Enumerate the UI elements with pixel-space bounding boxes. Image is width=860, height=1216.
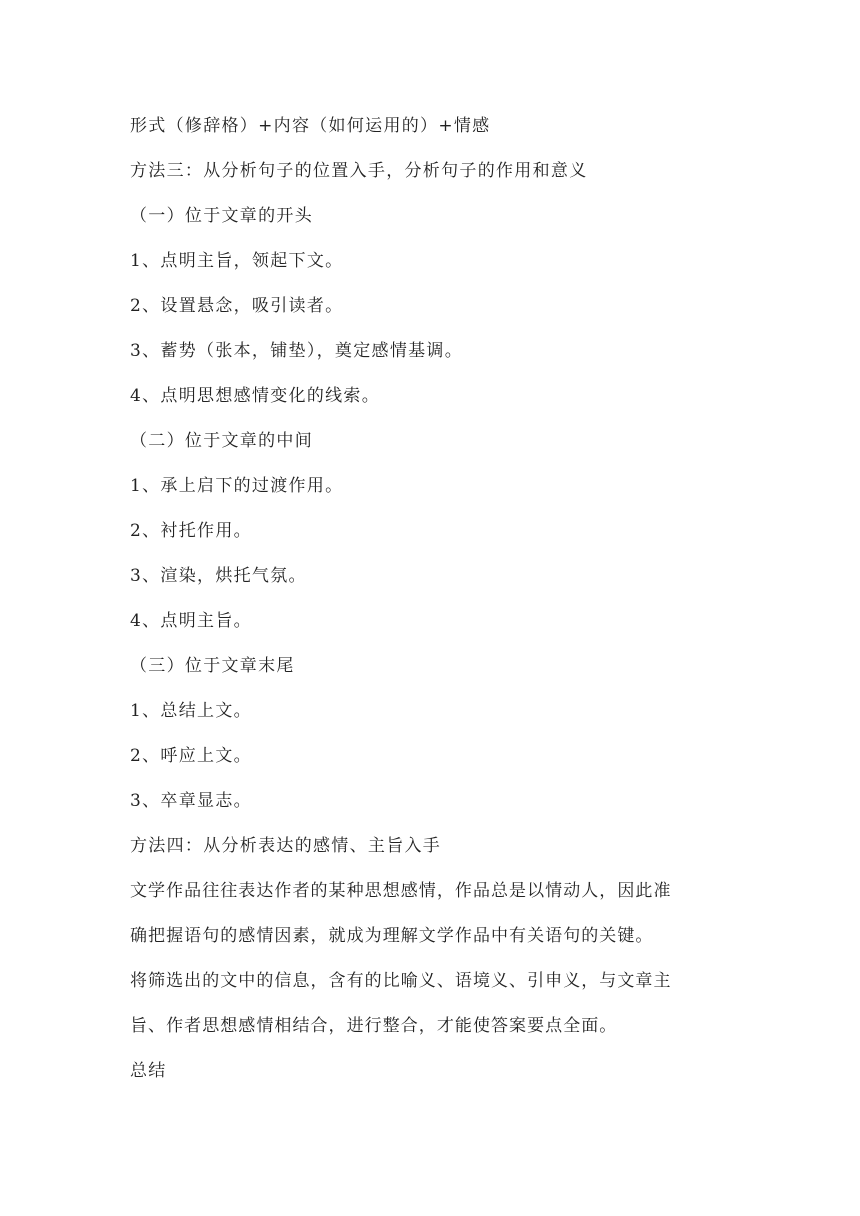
list-item: 1、承上启下的过渡作用。 bbox=[130, 476, 344, 496]
paragraph-line: 确把握语句的感情因素，就成为理解文学作品中有关语句的关键。 bbox=[130, 926, 654, 946]
list-item: 4、点明思想感情变化的线索。 bbox=[130, 386, 381, 406]
paragraph-line: 将筛选出的文中的信息，含有的比喻义、语境义、引申义，与文章主 bbox=[130, 971, 672, 991]
section-heading: 总结 bbox=[130, 1061, 167, 1081]
section-heading: 方法四：从分析表达的感情、主旨入手 bbox=[130, 836, 442, 856]
text-line: 形式（修辞格）+内容（如何运用的）+情感 bbox=[130, 116, 491, 136]
subsection-heading: （二）位于文章的中间 bbox=[130, 431, 313, 451]
subsection-heading: （三）位于文章末尾 bbox=[130, 656, 295, 676]
section-heading: 方法三：从分析句子的位置入手，分析句子的作用和意义 bbox=[130, 161, 588, 181]
list-item: 1、总结上文。 bbox=[130, 701, 252, 721]
list-item: 3、蓄势（张本，铺垫），奠定感情基调。 bbox=[130, 341, 464, 361]
list-item: 2、设置悬念，吸引读者。 bbox=[130, 296, 344, 316]
subsection-heading: （一）位于文章的开头 bbox=[130, 206, 313, 226]
list-item: 1、点明主旨，领起下文。 bbox=[130, 251, 344, 271]
list-item: 4、点明主旨。 bbox=[130, 611, 252, 631]
paragraph-line: 文学作品往往表达作者的某种思想感情，作品总是以情动人，因此准 bbox=[130, 881, 672, 901]
list-item: 3、卒章显志。 bbox=[130, 791, 252, 811]
list-item: 3、渲染，烘托气氛。 bbox=[130, 566, 307, 586]
list-item: 2、呼应上文。 bbox=[130, 746, 252, 766]
paragraph-line: 旨、作者思想感情相结合，进行整合，才能使答案要点全面。 bbox=[130, 1016, 618, 1036]
list-item: 2、衬托作用。 bbox=[130, 521, 252, 541]
